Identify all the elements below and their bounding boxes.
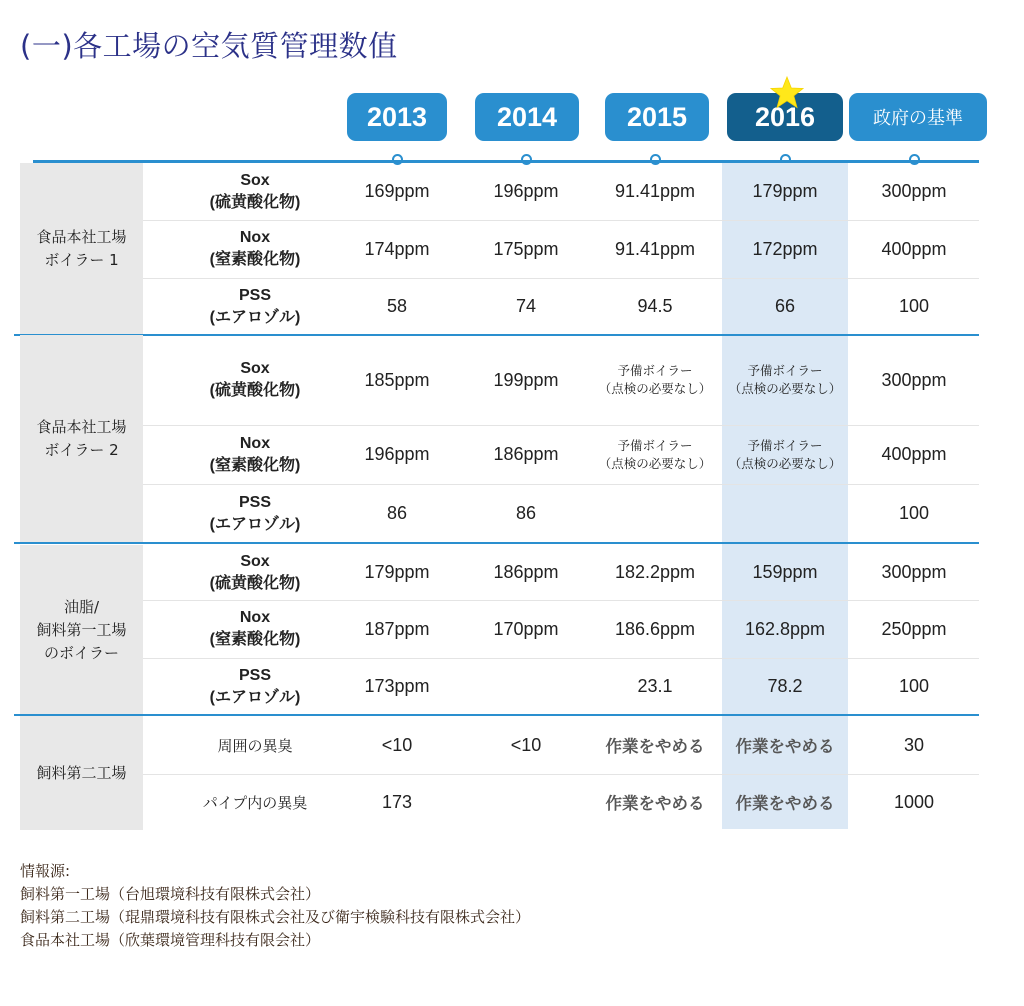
value-cell: 100	[898, 296, 930, 316]
value-cell: 予備ボイラー （点検の必要なし）	[728, 437, 842, 471]
value-cell: 94.5	[637, 296, 673, 316]
value-cell: 400ppm	[881, 238, 947, 259]
pollutant-label: 周囲の異臭	[217, 736, 293, 755]
value-cell: 179ppm	[752, 181, 818, 201]
pollutant-label: PSS (エアロゾル)	[209, 666, 301, 706]
year-header-2015: 2015	[605, 93, 709, 141]
pollutant-label: Sox (硫黄酸化物)	[209, 171, 301, 211]
star-icon	[770, 76, 804, 110]
value-cell: 179ppm	[364, 562, 430, 582]
factory-label: 飼料第二工場	[20, 716, 143, 830]
value-cell: 91.41ppm	[614, 181, 696, 201]
value-cell: 250ppm	[881, 618, 947, 639]
value-cell: 91.41ppm	[614, 238, 696, 259]
value-cell: <10	[510, 734, 542, 755]
value-cell: 400ppm	[881, 444, 947, 464]
value-cell: 300ppm	[881, 562, 947, 582]
value-cell: 186ppm	[493, 562, 559, 582]
year-header-2014: 2014	[475, 93, 579, 141]
value-cell: 作業をやめる	[605, 794, 705, 813]
value-cell: 185ppm	[364, 369, 430, 390]
value-cell: 196ppm	[493, 181, 559, 201]
source-line: 飼料第二工場（琨鼎環境科技有限株式会社及び衛宇検験科技有限株式会社）	[20, 908, 531, 926]
value-cell: 86	[515, 503, 537, 523]
value-cell: 74	[515, 296, 537, 316]
factory-label: 油脂/ 飼料第一工場 のボイラー	[20, 545, 143, 715]
value-cell: 174ppm	[364, 238, 430, 259]
value-cell: 169ppm	[364, 181, 430, 201]
value-cell	[722, 484, 848, 543]
value-cell: <10	[381, 734, 413, 755]
value-cell	[463, 658, 589, 715]
value-cell: 199ppm	[493, 369, 559, 390]
pollutant-label: Nox (窒素酸化物)	[209, 609, 301, 648]
value-cell: 172ppm	[752, 238, 818, 259]
value-cell: 100	[898, 503, 930, 523]
value-cell	[592, 484, 718, 543]
value-cell: 100	[898, 676, 930, 696]
value-cell: 作業をやめる	[735, 737, 835, 756]
value-cell: 予備ボイラー （点検の必要なし）	[598, 363, 712, 396]
sources-block	[20, 860, 530, 952]
value-cell: 30	[903, 734, 925, 755]
value-cell	[463, 774, 589, 830]
year-header-standard: 政府の基準	[849, 93, 987, 141]
value-cell: 170ppm	[493, 618, 559, 639]
value-cell: 186ppm	[493, 444, 559, 464]
factory-label: 食品本社工場 ボイラー 2	[20, 335, 143, 543]
value-cell: 173ppm	[364, 676, 430, 696]
value-cell: 予備ボイラー （点検の必要なし）	[728, 363, 842, 396]
value-cell: 300ppm	[881, 369, 947, 390]
factory-label: 食品本社工場 ボイラー 1	[20, 163, 143, 335]
pollutant-label: Sox (硫黄酸化物)	[209, 552, 301, 592]
value-cell: 58	[386, 296, 408, 316]
value-cell: 182.2ppm	[614, 562, 696, 582]
value-cell: 1000	[893, 791, 935, 812]
value-cell: 23.1	[637, 676, 673, 696]
source-line: 食品本社工場（欣葉環境管理科技有限会社）	[20, 931, 321, 949]
pollutant-label: Sox (硫黄酸化物)	[209, 360, 301, 399]
value-cell: 187ppm	[364, 618, 430, 639]
pollutant-label: パイプ内の異臭	[202, 793, 308, 812]
source-line: 飼料第一工場（台旭環境科技有限株式会社）	[20, 885, 321, 903]
page-title: (一)各工場の空気質管理数值	[20, 29, 398, 63]
value-cell: 作業をやめる	[735, 794, 835, 813]
value-cell: 300ppm	[881, 181, 947, 201]
pollutant-label: Nox (窒素酸化物)	[209, 229, 301, 268]
value-cell: 173	[381, 791, 413, 812]
pollutant-label: PSS (エアロゾル)	[209, 286, 301, 326]
value-cell: 78.2	[767, 676, 803, 696]
value-cell: 186.6ppm	[614, 618, 696, 639]
pollutant-label: PSS (エアロゾル)	[209, 493, 301, 533]
value-cell: 159ppm	[752, 562, 818, 582]
year-header-2016: 2016	[727, 93, 843, 141]
value-cell: 196ppm	[364, 444, 430, 464]
sources-heading: 情報源:	[20, 862, 71, 880]
year-header-2013: 2013	[347, 93, 447, 141]
group-divider	[14, 542, 979, 544]
pollutant-label: Nox (窒素酸化物)	[209, 434, 301, 474]
value-cell: 86	[386, 503, 408, 523]
value-cell: 162.8ppm	[744, 618, 826, 639]
value-cell: 66	[774, 296, 796, 316]
value-cell: 作業をやめる	[605, 737, 705, 756]
value-cell: 予備ボイラー （点検の必要なし）	[598, 437, 712, 471]
value-cell: 175ppm	[493, 238, 559, 259]
